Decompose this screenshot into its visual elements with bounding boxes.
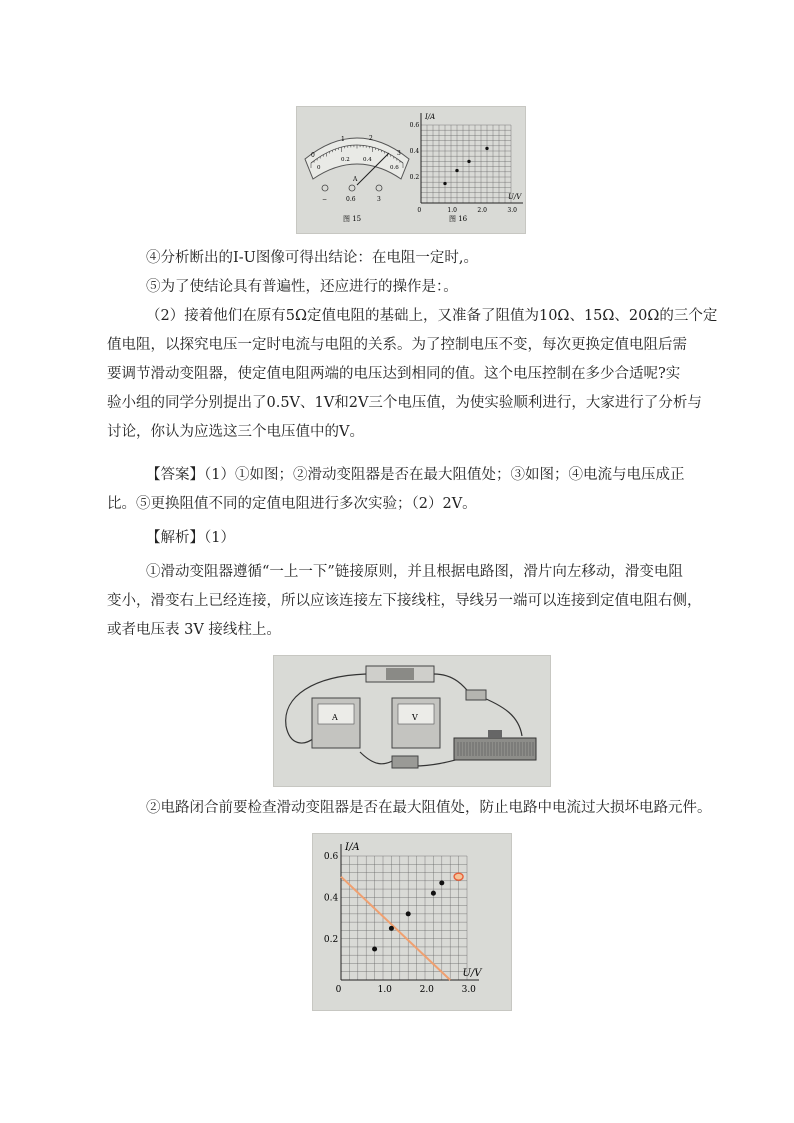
y-tick-label: 0.2: [323, 934, 339, 945]
caption-fig16: 图 16: [449, 215, 468, 223]
x-tick-label: 1.0: [377, 985, 392, 995]
meter-scale-top-0: 0: [311, 152, 315, 159]
resistor: [392, 756, 418, 768]
explanation-heading: 【解析】（1）: [146, 530, 235, 546]
battery-cell: [386, 668, 414, 680]
question-2-line-4: 验小组的同学分别提出了0.5V、1V和2V三个电压值，为使实验顺利进行，大家进行了分析与: [107, 395, 702, 411]
meter-scale-top-3: 3: [397, 150, 401, 157]
y-tick-label: 0.6: [323, 852, 339, 863]
terminal-neg: [322, 185, 328, 191]
caption-fig15: 图 15: [343, 215, 362, 223]
question-2-line-5: 讨论，你认为应选这三个电压值中的V。: [107, 424, 364, 440]
question-5: ⑤为了使结论具有普遍性，还应进行的操作是：。: [146, 279, 458, 295]
terminal-label-06: 0.6: [346, 196, 356, 203]
answer-line-2: 比。⑤更换阻值不同的定值电阻进行多次实验；（2）2V。: [107, 496, 477, 512]
x-axis-label: U/V: [508, 193, 522, 201]
question-2-line-2: 值电阻，以探究电压一定时电流与电阻的关系。为了控制电压不变，每次更换定值电阻后需: [107, 337, 687, 353]
data-point: [372, 946, 377, 951]
meter-unit: A: [353, 176, 358, 183]
switch: [466, 690, 486, 700]
question-2-line-3: 要调节滑动变阻器，使定值电阻两端的电压达到相同的值。这个电压控制在多少合适呢?实: [107, 366, 681, 382]
data-point: [485, 147, 488, 150]
x-tick-label: 1.0: [447, 207, 457, 214]
y-tick-label: 0.2: [409, 174, 420, 182]
answer-line-1: 【答案】（1）①如图；②滑动变阻器是否在最大阻值处；③如图；④电流与电压成正: [146, 467, 685, 483]
terminal-06: [349, 185, 355, 191]
voltmeter-label: V: [412, 713, 418, 722]
data-point: [467, 160, 470, 163]
wire-voltmeter: [360, 752, 394, 764]
meter-scale-top-2: 2: [369, 135, 373, 142]
meter-scale-top-1: 1: [341, 136, 345, 143]
highlighted-point: [454, 873, 463, 880]
data-point: [443, 182, 446, 185]
data-point: [406, 911, 411, 916]
x-tick-label: 0: [335, 985, 342, 995]
x-axis-label: U/V: [462, 968, 482, 979]
figure-iu-graph-annotated: [312, 833, 512, 1011]
terminal-3: [376, 185, 382, 191]
meter-scale-bottom-0: 0: [317, 165, 321, 171]
terminal-label-3: 3: [377, 196, 381, 203]
rheostat-slider: [488, 730, 502, 738]
explanation-1-line-2: 变小，滑变右上已经连接，所以应该连接左下接线柱，导线另一端可以连接到定值电阻右侧，: [107, 593, 702, 609]
x-tick-label: 3.0: [461, 985, 476, 995]
iu-graph-fig16: [410, 113, 523, 214]
meter-scale-bottom-3: 0.6: [390, 165, 399, 171]
data-point: [455, 169, 458, 172]
explanation-1-line-3: 或者电压表 3V 接线柱上。: [107, 622, 281, 638]
y-axis-label: I/A: [345, 842, 360, 853]
circuit-svg: [274, 656, 550, 786]
figure-top-svg: [297, 107, 525, 233]
x-tick-label: 2.0: [477, 207, 487, 214]
data-point: [389, 926, 394, 931]
data-point: [439, 880, 444, 885]
meter-scale-bottom-2: 0.4: [363, 157, 372, 163]
y-axis-label: I/A: [425, 113, 436, 121]
y-tick-label: 0.6: [409, 122, 420, 130]
y-tick-label: 0.4: [323, 893, 339, 904]
data-point: [431, 891, 436, 896]
meter-scale-bottom-1: 0.2: [341, 157, 350, 163]
ammeter-dial: [305, 135, 409, 223]
iu-graph-annotated-svg: [313, 834, 511, 1010]
x-tick-label: 2.0: [419, 985, 434, 995]
ammeter-label: A: [332, 713, 338, 722]
figure-meter-and-graph: [296, 106, 526, 234]
y-tick-label: 0.4: [409, 148, 420, 156]
terminal-label-neg: −: [322, 196, 328, 203]
x-tick-label: 0: [417, 207, 422, 214]
question-4: ④分析断出的I-U图像可得出结论：在电阻一定时,。: [146, 250, 478, 266]
explanation-2: ②电路闭合前要检查滑动变阻器是否在最大阻值处，防止电路中电流过大损坏电路元件。: [146, 800, 712, 816]
question-2-line-1: （2）接着他们在原有5Ω定值电阻的基础上，又准备了阻值为10Ω、15Ω、20Ω的三个定: [146, 308, 718, 324]
figure-circuit: [273, 655, 551, 787]
x-tick-label: 3.0: [507, 207, 517, 214]
explanation-1-line-1: ①滑动变阻器遵循“一上一下”链接原则，并且根据电路图，滑片向左移动，滑变电阻: [146, 564, 683, 580]
